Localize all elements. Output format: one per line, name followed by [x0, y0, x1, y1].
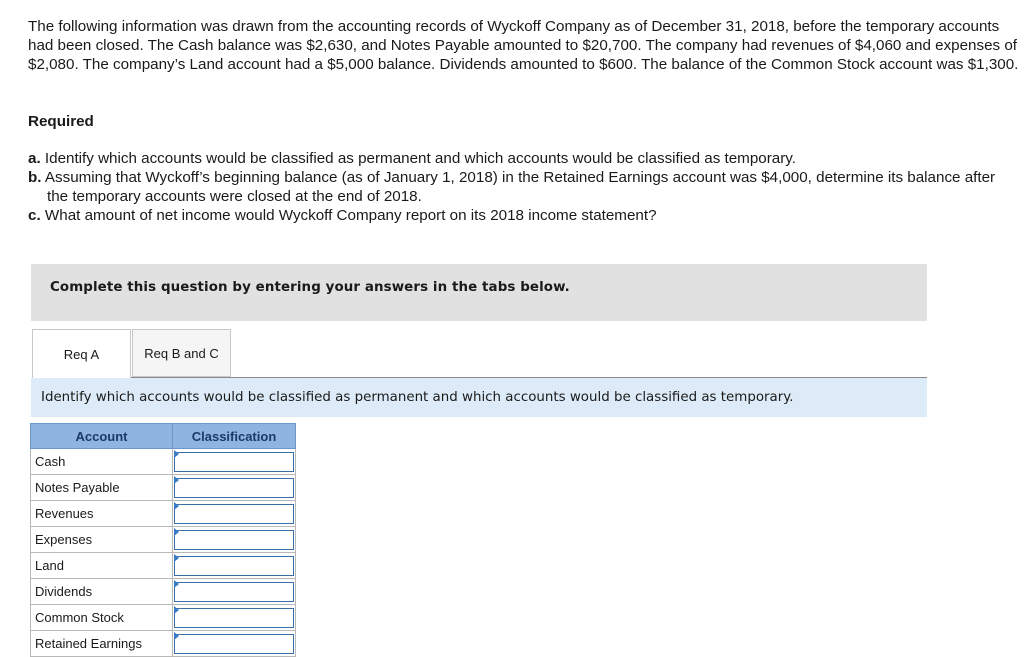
- classification-select-dividends[interactable]: [174, 582, 294, 602]
- classification-select-revenues[interactable]: [174, 504, 294, 524]
- classification-column-header: Classification: [173, 424, 296, 449]
- dropdown-marker-icon: [174, 528, 179, 536]
- tab-req-b-and-c[interactable]: Req B and C: [132, 329, 231, 377]
- account-name: Revenues: [31, 501, 173, 527]
- tab-req-a[interactable]: Req A: [32, 329, 131, 379]
- classification-select-cash[interactable]: [174, 452, 294, 472]
- question-prompt-bar: [31, 378, 927, 417]
- classification-select-land[interactable]: [174, 556, 294, 576]
- requirements-list: [28, 149, 1018, 225]
- account-name: Common Stock: [31, 605, 173, 631]
- classification-select-common-stock[interactable]: [174, 608, 294, 628]
- account-name: Dividends: [31, 579, 173, 605]
- classification-select-notes-payable[interactable]: [174, 478, 294, 498]
- requirement-letter: a.: [28, 150, 41, 167]
- dropdown-marker-icon: [174, 450, 179, 458]
- required-heading: Required: [28, 113, 94, 130]
- account-name: Cash: [31, 449, 173, 475]
- table-row: [31, 579, 296, 605]
- classification-table: [30, 423, 296, 657]
- requirement-letter: b.: [28, 169, 42, 186]
- dropdown-marker-icon: [174, 476, 179, 484]
- account-name: Land: [31, 553, 173, 579]
- table-row: [31, 553, 296, 579]
- classification-cell: [173, 631, 296, 657]
- account-column-header: Account: [31, 424, 173, 449]
- table-row: [31, 527, 296, 553]
- requirement-text: Identify which accounts would be classified as permanent and which accounts would be classified as temporary.: [44, 150, 796, 167]
- instructions-text: Complete this question by entering your answers in the tabs below.: [50, 280, 570, 295]
- dropdown-marker-icon: [174, 606, 179, 614]
- question-prompt: Identify which accounts would be classified as permanent and which accounts would be classified as temporary.: [41, 390, 794, 405]
- requirement-a: [28, 149, 1018, 168]
- requirement-text: Assuming that Wyckoff’s beginning balance (as of January 1, 2018) in the Retained Earnings account was $4,000, determine its balance after the temporary accounts were closed at the end of 2018.: [44, 169, 996, 205]
- table-header-row: [31, 424, 296, 449]
- account-name: Retained Earnings: [31, 631, 173, 657]
- dropdown-marker-icon: [174, 502, 179, 510]
- classification-cell: [173, 579, 296, 605]
- dropdown-marker-icon: [174, 632, 179, 640]
- classification-cell: [173, 449, 296, 475]
- classification-select-retained-earnings[interactable]: [174, 634, 294, 654]
- requirement-text: What amount of net income would Wyckoff Company report on its 2018 income statement?: [44, 207, 657, 224]
- classification-cell: [173, 501, 296, 527]
- classification-cell: [173, 527, 296, 553]
- table-row: [31, 475, 296, 501]
- requirement-c: [28, 206, 1018, 225]
- account-name: Notes Payable: [31, 475, 173, 501]
- problem-statement: The following information was drawn from the accounting records of Wyckoff Company as of December 31, 2018, before the temporary accounts had been closed. The Cash balance was $2,630, and Notes Payable amounted to $20,700. The company had revenues of $4,060 and expenses of $2,080. The company’s Land account had a $5,000 balance. Dividends amounted to $600. The balance of the Common Stock account was $1,300.: [28, 18, 1019, 73]
- instructions-box: [31, 264, 927, 321]
- classification-select-expenses[interactable]: [174, 530, 294, 550]
- classification-cell: [173, 553, 296, 579]
- table-row: [31, 631, 296, 657]
- table-row: [31, 501, 296, 527]
- classification-cell: [173, 475, 296, 501]
- account-name: Expenses: [31, 527, 173, 553]
- dropdown-marker-icon: [174, 554, 179, 562]
- table-row: [31, 605, 296, 631]
- requirement-letter: c.: [28, 207, 41, 224]
- requirement-b: [28, 168, 1018, 206]
- table-row: [31, 449, 296, 475]
- classification-cell: [173, 605, 296, 631]
- dropdown-marker-icon: [174, 580, 179, 588]
